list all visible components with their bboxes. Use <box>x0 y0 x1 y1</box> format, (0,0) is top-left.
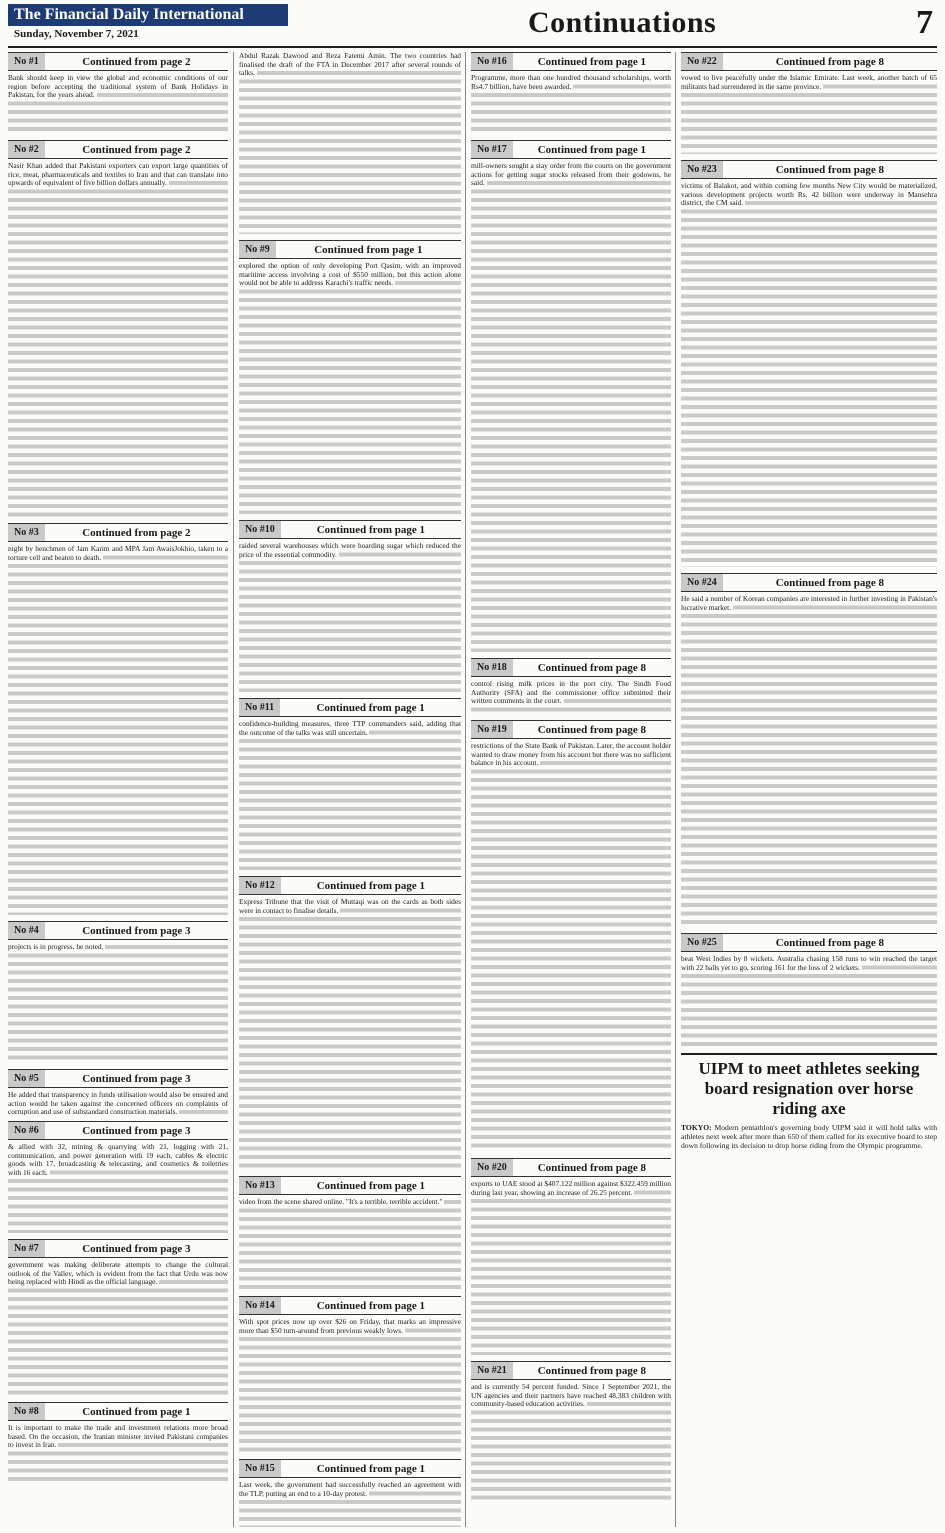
continuation-heading: Continued from page 1 <box>316 879 425 892</box>
continuation-number: No #1 <box>8 53 45 70</box>
continuation-text: raided several warehouses which were hoarding sugar which reduced the price of the essential commodity. <box>239 542 461 559</box>
continuation-number: No #15 <box>239 1460 281 1477</box>
continuation-body <box>681 595 937 927</box>
continuation-tag <box>471 52 671 71</box>
continuation-body <box>8 1091 228 1115</box>
continuation-body <box>239 262 461 514</box>
continuation-body <box>681 955 937 1047</box>
continuation-body <box>471 162 671 652</box>
continuation-text: Express Tribune that the visit of Muttaqi was on the cards as both sides were in contact to finalise details. <box>239 898 461 915</box>
column-divider <box>233 52 234 1527</box>
continuation-tag <box>681 933 937 952</box>
continuation-heading: Continued from page 8 <box>537 661 646 674</box>
continuation-body <box>471 1180 671 1355</box>
continuation-block <box>239 876 461 1170</box>
column-2 <box>239 52 461 1527</box>
continuation-body <box>8 1143 228 1233</box>
continuation-tag <box>471 1361 671 1380</box>
continuation-text: Abdul Razak Dawood and Reza Fatemi Amin. The two countries had finalised the draft of the FTA in December 2017 after several rounds of talks. <box>239 52 461 77</box>
continuation-body <box>8 1424 228 1484</box>
continuation-number: No #24 <box>681 574 723 591</box>
issue-date: Sunday, November 7, 2021 <box>14 28 139 40</box>
continuation-tag <box>8 1239 228 1258</box>
continuation-tag <box>239 1296 461 1315</box>
continuation-tag <box>8 523 228 542</box>
continuation-tag <box>239 876 461 895</box>
continuation-block <box>471 140 671 652</box>
column-1 <box>8 52 228 1527</box>
continuation-number: No #5 <box>8 1070 45 1087</box>
continuation-body <box>239 1481 461 1527</box>
continuation-body <box>8 1261 228 1396</box>
feature-story <box>681 1053 937 1527</box>
continuation-body <box>8 545 228 915</box>
continuation-heading: Continued from page 3 <box>82 1124 191 1137</box>
continuation-block <box>8 52 228 134</box>
continuation-tag <box>471 720 671 739</box>
page-number: 7 <box>916 4 933 41</box>
continuation-tag <box>471 140 671 159</box>
column-4 <box>681 52 937 1527</box>
continuation-block <box>471 52 671 134</box>
continuation-block <box>681 573 937 927</box>
continuation-tag <box>681 573 937 592</box>
continuation-tag <box>471 658 671 677</box>
continuation-block <box>239 1459 461 1527</box>
continuation-heading: Continued from page 8 <box>775 55 884 68</box>
continuation-heading: Continued from page 3 <box>82 924 191 937</box>
continuation-number: No #9 <box>239 241 276 258</box>
continuation-text: & allied with 32, mining & quarrying with 21, logging with 21, communication, and power generation with 19 each, cables & electric goods with 17, broadcasting & telecasting, and cosmetics & toiletries with 16 each. <box>8 1143 228 1177</box>
continuation-block <box>681 52 937 154</box>
continuation-number: No #3 <box>8 524 45 541</box>
continuation-body <box>471 74 671 134</box>
column-3 <box>471 52 671 1527</box>
continuation-tag <box>8 140 228 159</box>
continuation-body <box>8 162 228 517</box>
continuation-number: No #7 <box>8 1240 45 1257</box>
continuation-tag <box>471 1158 671 1177</box>
continuation-body <box>471 680 671 714</box>
continuation-block <box>239 698 461 870</box>
continuation-block <box>8 523 228 915</box>
continuation-heading: Continued from page 2 <box>82 143 191 156</box>
continuation-text: night by henchmen of Jam Karim and MPA Jam AwaisJokhio, taken to a torture cell and beaten to death. <box>8 545 228 562</box>
continuation-text: control rising milk prices in the port city. The Sindh Food Authority (SFA) and the commissioner office submitted their written comments in the court. <box>471 680 671 705</box>
story-body <box>681 1123 937 1527</box>
continuation-text: Last week, the government had successfully reached an agreement with the TLP, putting an end to a 10-day protest. <box>239 1481 461 1498</box>
continuation-block <box>681 160 937 567</box>
continuation-heading: Continued from page 8 <box>537 1161 646 1174</box>
continuation-number: No #22 <box>681 53 723 70</box>
continuation-block <box>239 520 461 692</box>
continuation-text: restrictions of the State Bank of Pakistan. Later, the account holder wanted to draw money from his account but there was no sufficient balance in his account. <box>471 742 671 767</box>
continuation-text: Programme, more than one hundred thousand scholarships, worth Rs4.7 billion, have been awarded. <box>471 74 671 91</box>
continuation-text: explored the option of only developing Port Qasim, with an improved maritime access involving a cost of $550 million, but this action alone would not be able to address Karachi's traffic needs. <box>239 262 461 287</box>
continuation-text: Bank should keep in view the global and economic conditions of our region before accepting the traditional system of Bank Holidays in Pakistan, for the years ahead. <box>8 74 228 99</box>
continuation-body <box>8 943 228 1063</box>
continuation-body <box>239 720 461 870</box>
continuation-text: and is currently 54 percent funded. Since 1 September 2021, the UN agencies and their partners have reached 48,383 children with community-based education activities. <box>471 1383 671 1408</box>
continuation-body <box>681 74 937 154</box>
continuation-number: No #8 <box>8 1403 45 1420</box>
continuation-block <box>8 1069 228 1115</box>
masthead <box>8 4 937 48</box>
continuation-block <box>8 921 228 1063</box>
continuation-text: With spot prices now up over $26 on Friday, that marks an impressive more than $50 turn-around from previous weakly lows. <box>239 1318 461 1335</box>
continuation-heading: Continued from page 1 <box>537 143 646 156</box>
continuation-text: Nasir Khan added that Pakistani exporters can export large quantities of rice, meat, pharmaceuticals and textiles to Iran and that can translate into upwards of equivalent of five billion dollars annually. <box>8 162 228 187</box>
continuation-body <box>471 742 671 1152</box>
continuation-block <box>681 933 937 1047</box>
continuation-number: No #25 <box>681 934 723 951</box>
continuation-heading: Continued from page 2 <box>82 55 191 68</box>
continuation-body <box>239 1318 461 1453</box>
continuation-number: No #16 <box>471 53 513 70</box>
continuation-number: No #21 <box>471 1362 513 1379</box>
continuation-tag <box>8 52 228 71</box>
continuation-number: No #20 <box>471 1159 513 1176</box>
continuation-body <box>239 1198 461 1290</box>
continuation-heading: Continued from page 8 <box>775 163 884 176</box>
continuation-heading: Continued from page 1 <box>316 1462 425 1475</box>
continuation-tag <box>239 1459 461 1478</box>
continuation-block <box>8 140 228 517</box>
continuation-text: It is important to make the trade and investment relations more broad based. On the occasion, the Iranian minister invited Pakistani companies to invest in Iran. <box>8 1424 228 1449</box>
continuation-number: No #19 <box>471 721 513 738</box>
continuation-body <box>681 182 937 567</box>
continuation-text: exports to UAE stood at $407.122 million against $322.459 million during last year, showing an increase of 26.25 percent. <box>471 1180 671 1197</box>
continuation-number: No #14 <box>239 1297 281 1314</box>
section-title: Continuations <box>528 6 717 39</box>
continuation-tag <box>239 698 461 717</box>
continuation-heading: Continued from page 1 <box>314 243 423 256</box>
continuation-heading: Continued from page 1 <box>537 55 646 68</box>
continuation-heading: Continued from page 3 <box>82 1242 191 1255</box>
continuation-body <box>239 542 461 692</box>
continuation-text: confidence-building measures, three TTP commanders said, adding that the outcome of the talks was still uncertain. <box>239 720 461 737</box>
continuation-text: beat West Indies by 8 wickets. Australia chasing 158 runs to win reached the target with 22 balls yet to go, scoring 161 for the loss of 2 wickets. <box>681 955 937 972</box>
continuation-tag <box>8 1121 228 1140</box>
continuation-text: vowed to live peacefully under the Islamic Emirate. Last week, another batch of 65 militants had surrendered in the same province. <box>681 74 937 91</box>
continuation-heading: Continued from page 1 <box>316 1299 425 1312</box>
continuation-body <box>8 74 228 134</box>
continuation-heading: Continued from page 2 <box>82 526 191 539</box>
continuation-tag <box>239 520 461 539</box>
continuation-block <box>8 1121 228 1233</box>
continuation-number: No #2 <box>8 141 45 158</box>
continuation-body <box>239 898 461 1170</box>
column-divider <box>675 52 676 1527</box>
continuation-number: No #12 <box>239 877 281 894</box>
continuation-heading: Continued from page 8 <box>537 723 646 736</box>
continuation-text: mill-owners sought a stay order from the courts on the government actions for getting sugar stocks released from their godowns, he said. <box>471 162 671 187</box>
continuation-block <box>8 1239 228 1396</box>
column-divider <box>465 52 466 1527</box>
continuation-heading: Continued from page 1 <box>82 1405 191 1418</box>
continuation-heading: Continued from page 8 <box>775 576 884 589</box>
continuation-block <box>239 240 461 514</box>
story-lead-text: Modern pentathlon's governing body UIPM said it will hold talks with athletes next week after more than 650 of them called for its executive board to step down following its decision to drop horse riding from the Olympic programme. <box>681 1123 937 1150</box>
continuation-text: video from the scene shared online. "It's a terrible, terrible accident." <box>239 1198 443 1206</box>
continuation-heading: Continued from page 1 <box>316 701 425 714</box>
continuation-body <box>239 52 461 234</box>
continuation-tag <box>239 240 461 259</box>
continuation-heading: Continued from page 8 <box>775 936 884 949</box>
continuation-number: No #23 <box>681 161 723 178</box>
newspaper-brand: The Financial Daily International <box>8 4 288 26</box>
continuation-number: No #18 <box>471 659 513 676</box>
continuation-tag <box>681 160 937 179</box>
story-headline: UIPM to meet athletes seeking board resignation over horse riding axe <box>681 1053 937 1119</box>
continuation-body <box>471 1383 671 1503</box>
continuation-number: No #11 <box>239 699 280 716</box>
continuation-number: No #4 <box>8 922 45 939</box>
continuation-number: No #6 <box>8 1122 45 1139</box>
continuation-heading: Continued from page 1 <box>316 1179 425 1192</box>
continuation-number: No #17 <box>471 141 513 158</box>
continuation-block <box>239 52 461 234</box>
continuation-tag <box>681 52 937 71</box>
continuation-block <box>239 1296 461 1453</box>
continuation-block <box>471 1158 671 1355</box>
continuation-block <box>8 1402 228 1484</box>
continuation-text: victims of Balakot, and within coming few months New City would be materialized, various development projects worth Rs. 42 billion were underway in Mansehra district, the CM said. <box>681 182 937 207</box>
continuation-block <box>471 658 671 714</box>
continuation-number: No #13 <box>239 1177 281 1194</box>
continuation-block <box>471 720 671 1152</box>
continuation-text: government was making deliberate attempts to change the cultural outlook of the Valley, which is evident from the fact that Urdu was now being replaced with Hindi as the official language. <box>8 1261 228 1286</box>
continuation-text: He said a number of Korean companies are interested in further investing in Pakistan's lucrative market. <box>681 595 937 612</box>
continuation-number: No #10 <box>239 521 281 538</box>
continuation-heading: Continued from page 8 <box>537 1364 646 1377</box>
continuation-block <box>471 1361 671 1503</box>
continuation-tag <box>8 1402 228 1421</box>
continuation-text: projects is in progress, he noted. <box>8 943 104 951</box>
continuation-tag <box>8 1069 228 1088</box>
continuation-heading: Continued from page 1 <box>316 523 425 536</box>
continuation-tag <box>239 1176 461 1195</box>
continuation-block <box>239 1176 461 1290</box>
continuation-text: He added that transparency in funds utilisation would also be ensured and action would be taken against the concerned officers on complaints of corruption and use of substandard construction materials. <box>8 1091 228 1115</box>
story-dateline: TOKYO: <box>681 1123 712 1132</box>
continuation-tag <box>8 921 228 940</box>
continuation-heading: Continued from page 3 <box>82 1072 191 1085</box>
